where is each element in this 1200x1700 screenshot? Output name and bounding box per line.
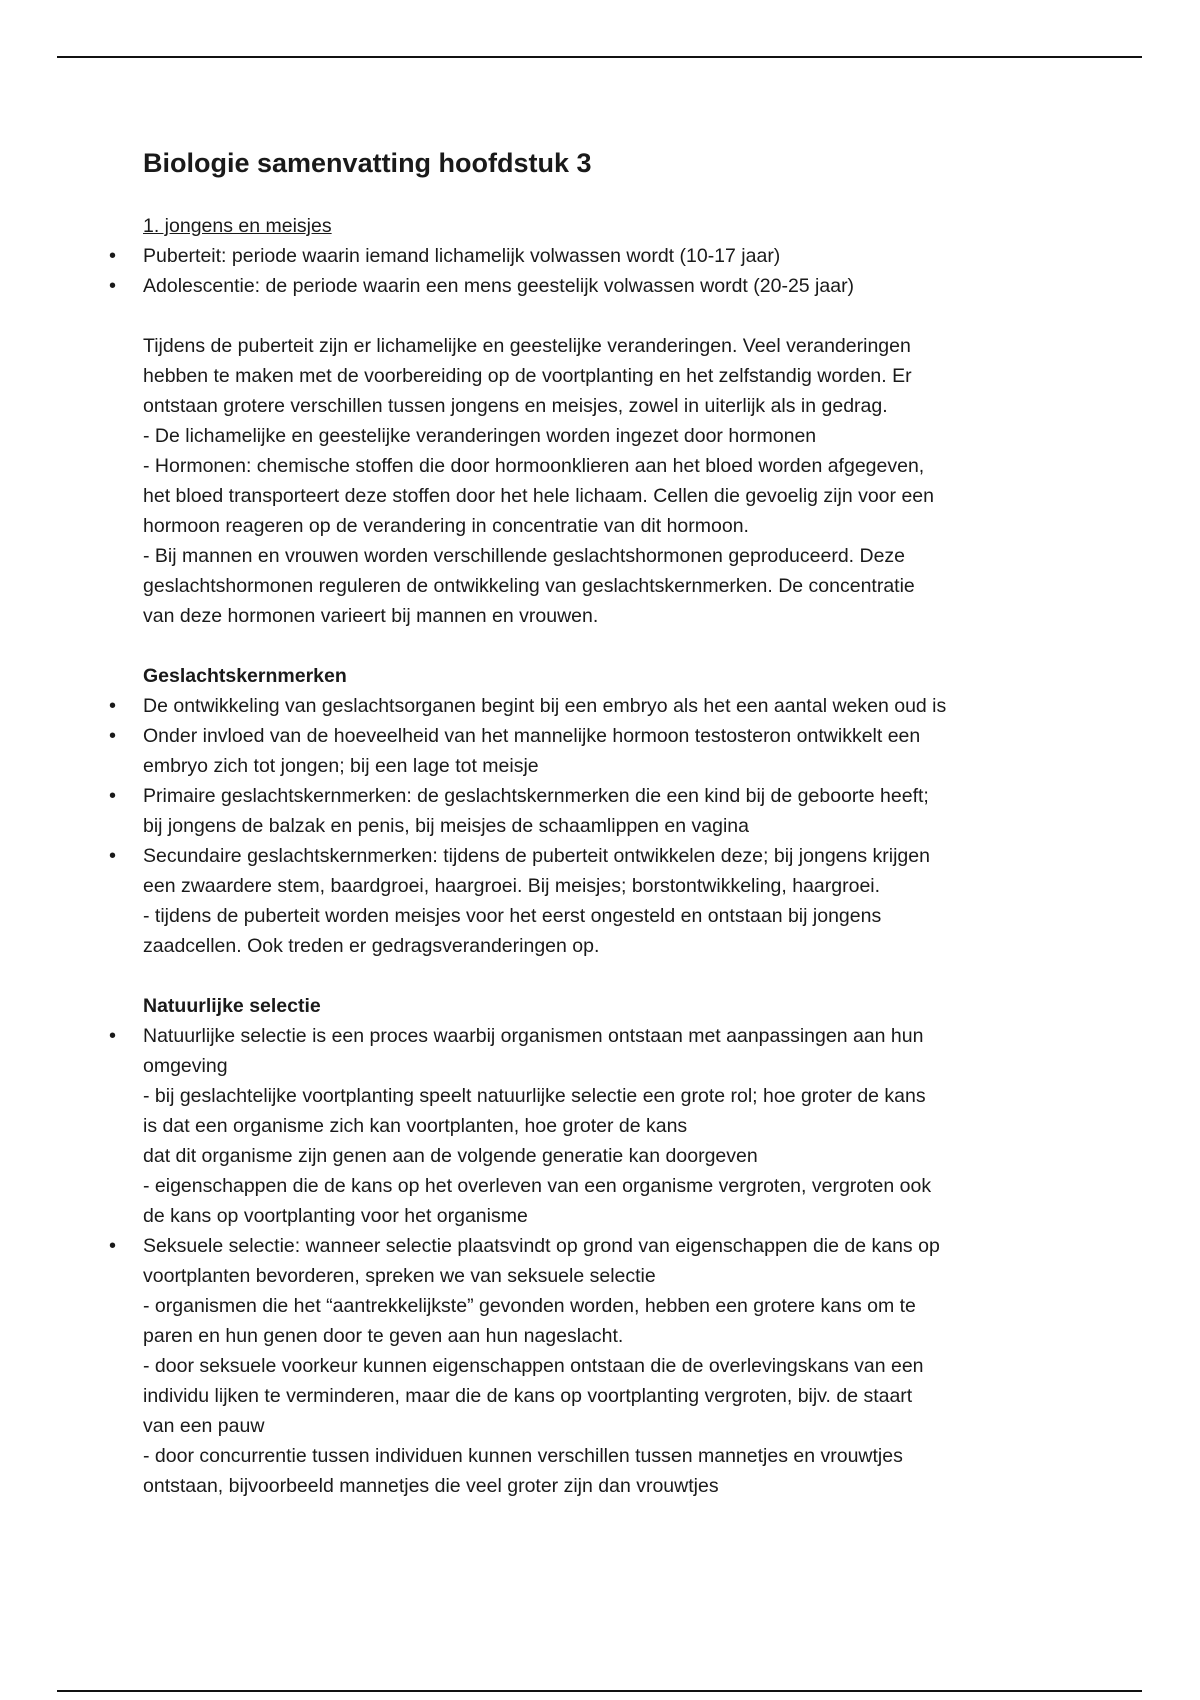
list-item-line: De ontwikkeling van geslachtsorganen begint bij een embryo als het een aantal weken oud is: [143, 695, 947, 717]
list-item-line: - organismen die het “aantrekkelijkste” gevonden worden, hebben een grotere kans om te: [143, 1295, 916, 1317]
list-item-line: een zwaardere stem, baardgroei, haargroei. Bij meisjes; borstontwikkeling, haargroei.: [143, 875, 881, 897]
section-heading-geslachtskernmerken: Geslachtskernmerken: [143, 665, 347, 687]
list-item-line: - tijdens de puberteit worden meisjes voor het eerst ongesteld en ontstaan bij jongens: [143, 905, 882, 927]
paragraph-line: van deze hormonen varieert bij mannen en vrouwen.: [143, 605, 599, 627]
list-item: [109, 1231, 1093, 1501]
paragraph-line: geslachtshormonen reguleren de ontwikkeling van geslachtskernmerken. De concentratie: [143, 575, 915, 597]
top-rule: [57, 56, 1142, 58]
list-item-line: omgeving: [143, 1055, 228, 1077]
list-item-line: - bij geslachtelijke voortplanting speelt natuurlijke selectie een grote rol; hoe groter de kans: [143, 1085, 926, 1107]
bullet-icon: •: [109, 1025, 117, 1047]
list-item-line: voortplanten bevorderen, spreken we van seksuele selectie: [143, 1265, 656, 1287]
paragraph-line: hebben te maken met de voorbereiding op de voortplanting en het zelfstandig worden. Er: [143, 365, 912, 387]
list-item-line: Natuurlijke selectie is een proces waarbij organismen ontstaan met aanpassingen aan hun: [143, 1025, 924, 1047]
list-item-line: - door concurrentie tussen individuen kunnen verschillen tussen mannetjes en vrouwtjes: [143, 1445, 903, 1467]
paragraph-line: ontstaan grotere verschillen tussen jongens en meisjes, zowel in uiterlijk als in gedrag.: [143, 395, 888, 417]
spacer: [143, 301, 1093, 331]
bullet-icon: •: [109, 1235, 117, 1257]
list-item-line: is dat een organisme zich kan voortplanten, hoe groter de kans: [143, 1115, 688, 1137]
list-item-line: dat dit organisme zijn genen aan de volgende generatie kan doorgeven: [143, 1145, 758, 1167]
document-body: [109, 143, 1093, 1501]
list-item-text: Puberteit: periode waarin iemand lichamelijk volwassen wordt (10-17 jaar): [143, 245, 781, 267]
spacer: [143, 961, 1093, 991]
list-item: [109, 241, 1093, 271]
list-item-text: Adolescentie: de periode waarin een mens geestelijk volwassen wordt (20-25 jaar): [143, 275, 855, 297]
list-item-line: - door seksuele voorkeur kunnen eigenschappen ontstaan die de overlevingskans van een: [143, 1355, 924, 1377]
list-item-line: - eigenschappen die de kans op het overleven van een organisme vergroten, vergroten ook: [143, 1175, 932, 1197]
spacer: [143, 631, 1093, 661]
paragraph-line: Tijdens de puberteit zijn er lichamelijke en geestelijke veranderingen. Veel veranderingen: [143, 335, 911, 357]
list-item-line: Seksuele selectie: wanneer selectie plaatsvindt op grond van eigenschappen die de kans op: [143, 1235, 940, 1257]
bottom-rule: [57, 1690, 1142, 1692]
section1-paragraph: [143, 331, 1093, 631]
section-heading-natuurlijke-selectie: Natuurlijke selectie: [143, 995, 321, 1017]
section3-bullet-list: [109, 1021, 1093, 1501]
section-heading-jongens-en-meisjes: 1. jongens en meisjes: [143, 215, 332, 237]
list-item-line: embryo zich tot jongen; bij een lage tot meisje: [143, 755, 539, 777]
bullet-icon: •: [109, 695, 117, 717]
list-item-line: bij jongens de balzak en penis, bij meisjes de schaamlippen en vagina: [143, 815, 749, 837]
list-item-line: van een pauw: [143, 1415, 265, 1437]
list-item-line: Onder invloed van de hoeveelheid van het mannelijke hormoon testosteron ontwikkelt een: [143, 725, 921, 747]
list-item: [109, 271, 1093, 301]
list-item: [109, 841, 1093, 961]
section2-bullet-list: [109, 691, 1093, 961]
bullet-icon: •: [109, 245, 117, 267]
document-title: Biologie samenvatting hoofdstuk 3: [143, 148, 592, 178]
bullet-icon: •: [109, 275, 117, 297]
list-item-line: paren en hun genen door te geven aan hun nageslacht.: [143, 1325, 624, 1347]
paragraph-line: - Bij mannen en vrouwen worden verschillende geslachtshormonen geproduceerd. Deze: [143, 545, 906, 567]
list-item-line: ontstaan, bijvoorbeeld mannetjes die veel groter zijn dan vrouwtjes: [143, 1475, 719, 1497]
list-item: [109, 781, 1093, 841]
list-item-line: de kans op voortplanting voor het organisme: [143, 1205, 528, 1227]
list-item-line: individu lijken te verminderen, maar die de kans op voortplanting vergroten, bijv. de staart: [143, 1385, 913, 1407]
bullet-icon: •: [109, 785, 117, 807]
paragraph-line: - De lichamelijke en geestelijke veranderingen worden ingezet door hormonen: [143, 425, 817, 447]
list-item-line: Primaire geslachtskernmerken: de geslachtskernmerken die een kind bij de geboorte heeft;: [143, 785, 929, 807]
paragraph-line: - Hormonen: chemische stoffen die door hormoonklieren aan het bloed worden afgegeven,: [143, 455, 925, 477]
bullet-icon: •: [109, 845, 117, 867]
bullet-icon: •: [109, 725, 117, 747]
list-item-line: zaadcellen. Ook treden er gedragsveranderingen op.: [143, 935, 600, 957]
list-item: [109, 1021, 1093, 1231]
list-item: [109, 691, 1093, 721]
list-item: [109, 721, 1093, 781]
paragraph-line: hormoon reageren op de verandering in concentratie van dit hormoon.: [143, 515, 749, 537]
paragraph-line: het bloed transporteert deze stoffen door het hele lichaam. Cellen die gevoelig zijn voor een: [143, 485, 934, 507]
list-item-line: Secundaire geslachtskernmerken: tijdens de puberteit ontwikkelen deze; bij jongens krijgen: [143, 845, 930, 867]
section1-bullet-list: [109, 241, 1093, 301]
